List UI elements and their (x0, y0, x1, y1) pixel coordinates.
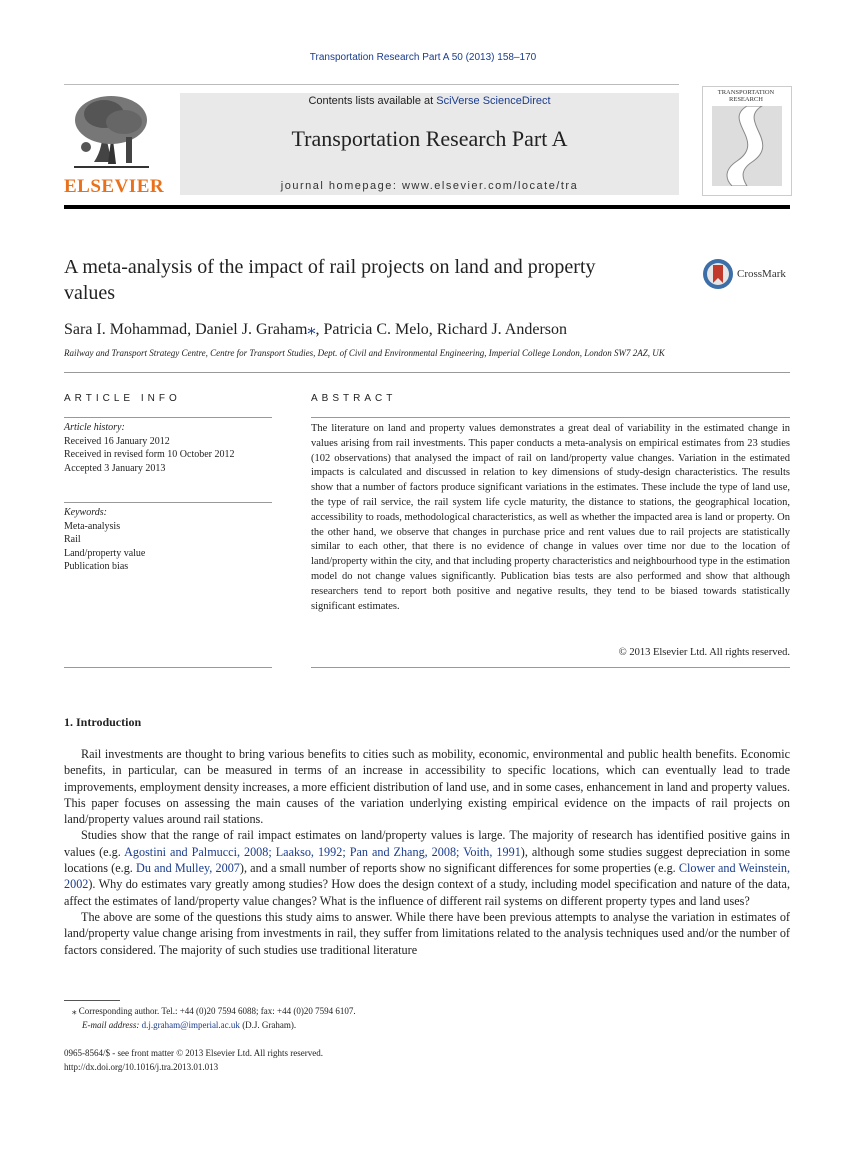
article-info-rule (64, 417, 272, 418)
abstract-heading: ABSTRACT (311, 393, 397, 404)
homepage-label: journal homepage: (280, 180, 398, 192)
footnote-email (82, 1020, 296, 1030)
keyword-item: Meta-analysis (64, 520, 121, 532)
accepted-date: Accepted 3 January 2013 (64, 462, 166, 474)
abstract-text: The literature on land and property values demonstrates a great deal of variability in the estimated change in values arising from rail investments. This paper conducts a meta-analysis on empirical estimates from 23 studies (102 observations) that analysed the impact of rail on land/property value changes. Variation in the estimated impacts is calculated and discussed in relation to key dimensions of study-design characteristics. The results show that a number of factors produce significant variations in the estimates. These include the type of land use, the type of rail service, the rail system life cycle maturity, the distance to stations, the geographical location, accessibility to roads, methodological characteristics, as well as whether the impacted area is land or property. On the other hand, we observe that changes in purchase price and rent values due to rail projects are statistically similar to each other, that there is no evidence of change in values over time nor due to the location of land/property within the city, and that including property characteristics and neighbourhood type in the estimation model do not change values significantly. Publication bias tests are also performed and show that although researchers tend to report both positive and negative results, they tend to be biased towards statistically significant estimates. (311, 423, 790, 612)
author-names-2: , Patricia C. Melo, Richard J. Anderson (315, 321, 567, 338)
article-info-heading: ARTICLE INFO (64, 393, 181, 404)
crossmark-icon[interactable] (702, 258, 734, 290)
p2-text-b: ), although some studies suggest depreciation in some locations (e.g. (64, 844, 790, 876)
title-divider (64, 372, 790, 373)
journal-reference[interactable]: Transportation Research Part A 50 (2013) 158–170 (309, 52, 537, 63)
footnote-contact: Corresponding author. Tel.: +44 (0)20 7594 6088; fax: +44 (0)20 7594 6107. (78, 1006, 356, 1016)
publisher-wordmark[interactable]: ELSEVIER (64, 176, 165, 197)
affiliation: Railway and Transport Strategy Centre, Centre for Transport Studies, Dept. of Civil and Environmental Engineering, Imperial College London, London SW7 2AZ, UK (64, 348, 665, 358)
issn-line: 0965-8564/$ - see front matter © 2013 Elsevier Ltd. All rights reserved. (64, 1048, 324, 1058)
homepage-link[interactable]: www.elsevier.com/locate/tra (401, 180, 579, 192)
cover-road-icon (712, 106, 782, 186)
email-label: E-mail address: (82, 1020, 140, 1030)
author-list (64, 319, 567, 339)
article-info-bottom-rule (64, 667, 272, 668)
history-label: Article history: (64, 422, 125, 433)
author-names-1: Sara I. Mohammad, Daniel J. Graham (64, 321, 308, 338)
keyword-item: Rail (64, 534, 81, 545)
keywords-rule (64, 502, 272, 503)
cover-title (702, 89, 790, 103)
sciencedirect-link[interactable]: SciVerse ScienceDirect (436, 95, 551, 107)
journal-homepage (180, 180, 679, 192)
journal-title: Transportation Research Part A (291, 126, 568, 151)
abstract-bottom-rule (311, 667, 790, 668)
p2-text-c: ), and a small number of reports show no significant differences for some properties (e.g. (239, 861, 679, 876)
contents-prefix: Contents lists available at (308, 95, 434, 107)
intro-paragraph-2 (64, 827, 790, 908)
footnote-mark: ⁎ (72, 1006, 77, 1016)
doi-link[interactable]: http://dx.doi.org/10.1016/j.tra.2013.01.013 (64, 1062, 219, 1072)
intro-paragraph-1: Rail investments are thought to bring various benefits to cities such as mobility, economic, environmental and public health benefits. Economic benefits, in particular, can be measured in terms of an increase in accessibility to specific locations, which can eventually lead to trade improvements, employment density increases, a more efficient distribution of land use, and in some cases, enhancement in land and property values. This paper focuses on assessing the main causes of the variation underlying existing empirical evidence on the impacts of rail projects on land/property values around rail stations. (64, 747, 790, 827)
cover-title-line-1: TRANSPORTATION (717, 89, 775, 96)
abstract-copyright: © 2013 Elsevier Ltd. All rights reserved. (618, 647, 790, 658)
email-suffix: (D.J. Graham). (242, 1020, 297, 1030)
citation-link[interactable]: Clower and Weinstein, 2002 (64, 861, 790, 892)
email-link[interactable]: d.j.graham@imperial.ac.uk (141, 1020, 240, 1030)
cover-title-line-2: RESEARCH (729, 96, 763, 103)
intro-paragraph-3: The above are some of the questions this study aims to answer. While there have been previous attempts to analyse the variation in estimates of land/property value change arising from investments in rail, they suffer from limitations related to the analysis techniques used and/or the number of factors considered. The majority of such studies use traditional literature (64, 909, 790, 957)
contents-line (180, 95, 679, 107)
footnote-rule (64, 1000, 120, 1001)
citation-link[interactable]: Agostini and Palmucci, 2008; Laakso, 1992; Pan and Zhang, 2008; Voith, 1991 (124, 844, 521, 859)
introduction-body (64, 746, 790, 958)
article-title: A meta-analysis of the impact of rail projects on land and property values (64, 256, 596, 304)
p2-text-d: ). Why do estimates vary greatly among studies? How does the design context of a study, including model specification and nature of the data, affect the estimates of land/property value changes? What is the influence of different rail systems on different property types and land uses? (64, 877, 790, 908)
crossmark-label[interactable]: CrossMark (737, 268, 786, 280)
revised-date: Received in revised form 10 October 2012 (64, 449, 235, 460)
received-date: Received 16 January 2012 (64, 435, 170, 447)
citation-link[interactable]: Du and Mulley, 2007 (136, 861, 240, 876)
keyword-item: Land/property value (64, 547, 146, 559)
p2-text-a: Studies show that the range of rail impact estimates on land/property values is large. The majority of research has identified positive gains in values (e.g. (64, 828, 790, 859)
keywords-block (64, 506, 274, 574)
keyword-item: Publication bias (64, 561, 129, 572)
footnote-corresponding (72, 1006, 356, 1017)
article-history (64, 421, 274, 475)
keywords-label: Keywords: (64, 507, 107, 518)
abstract-rule (311, 417, 790, 418)
corresponding-author-mark[interactable]: ⁎ (307, 321, 316, 338)
section-heading-introduction: 1. Introduction (64, 715, 142, 729)
header-divider (64, 84, 679, 85)
header-rule (64, 205, 790, 209)
